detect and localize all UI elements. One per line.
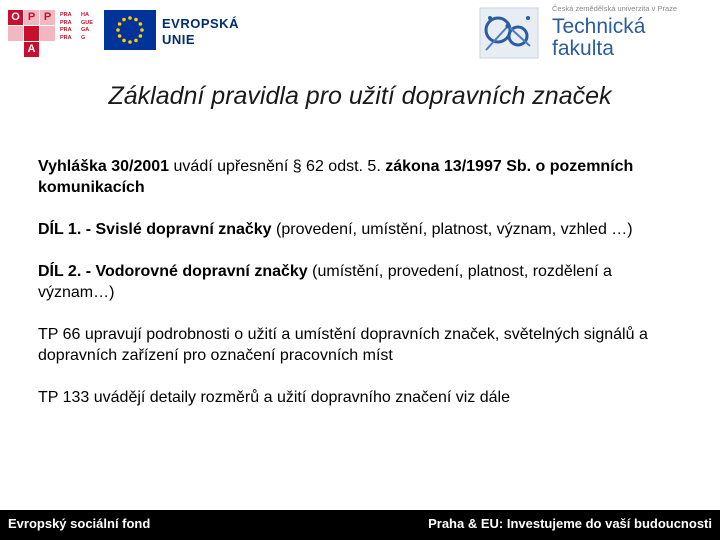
paragraph-text: (provedení, umístění, platnost, význam, vzhled …) — [276, 221, 633, 238]
paragraph-dil-2 — [38, 261, 678, 303]
oppa-letter-p1: P — [24, 10, 39, 25]
paragraph-text: uvádí upřesnění § 62 odst. 5. — [173, 158, 386, 175]
paragraph-vyhlaska — [38, 156, 678, 198]
paragraph-text: zákona 13/1997 Sb. o pozemních komunikacích — [38, 158, 634, 196]
oppa-word: GA — [81, 27, 90, 33]
oppa-block — [24, 26, 39, 41]
eu-text-line2: UNIE — [162, 32, 196, 47]
paragraph-tp-133 — [38, 387, 678, 408]
footer-bar — [0, 510, 720, 540]
footer-left-text: Evropský sociální fond — [8, 516, 151, 531]
faculty-emblem-icon — [478, 6, 540, 60]
paragraph-text: TP 66 upravují podrobnosti o užití a umístění dopravních značek, světelných signálů a dopravních zařízení pro označení pracovních míst — [38, 326, 648, 364]
oppa-word: GUE — [81, 19, 93, 26]
paragraph-text: TP 133 uvádějí detaily rozměrů a užití dopravního značení viz dále — [38, 389, 510, 406]
eu-text — [162, 16, 239, 48]
oppa-letter-a: A — [24, 42, 39, 57]
oppa-word: PRA — [60, 19, 72, 26]
oppa-word: PRA — [60, 27, 72, 33]
eu-text-line1: EVROPSKÁ — [162, 16, 239, 31]
faculty-name-line2: fakulta — [552, 37, 614, 60]
oppa-logo — [8, 8, 96, 58]
footer-right-text: Praha & EU: Investujeme do vaší budoucnosti — [428, 516, 712, 531]
paragraph-tp-66 — [38, 324, 678, 366]
paragraph-text: (umístění, provedení, platnost, rozdělení a význam…) — [38, 263, 612, 301]
technicka-fakulta-logo — [478, 4, 714, 64]
paragraph-text: DÍL 2. - Vodorovné dopravní značky — [38, 263, 313, 280]
oppa-word: HA — [81, 12, 89, 18]
oppa-letter-o: O — [8, 10, 23, 25]
page-title: Základní pravidla pro užití dopravních značek — [108, 82, 612, 110]
oppa-spacer — [8, 26, 23, 41]
paragraph-text: Vyhláška 30/2001 — [38, 158, 174, 175]
oppa-letter-p2: P — [40, 10, 55, 25]
content-body — [38, 156, 678, 429]
oppa-word: PRA — [60, 12, 72, 18]
paragraph-text: DÍL 1. - Svislé dopravní značky — [38, 221, 277, 238]
oppa-word: PRA — [60, 34, 72, 41]
university-name: Česká zemědělská univerzita v Praze — [552, 4, 678, 13]
paragraph-dil-1 — [38, 219, 678, 240]
oppa-spacer-2 — [40, 26, 55, 41]
eu-logo — [104, 10, 239, 54]
eu-flag-icon — [104, 10, 156, 50]
oppa-words — [60, 12, 100, 42]
faculty-name-line1: Technická — [552, 15, 646, 38]
oppa-word: G — [81, 34, 86, 41]
faculty-name — [552, 16, 645, 60]
